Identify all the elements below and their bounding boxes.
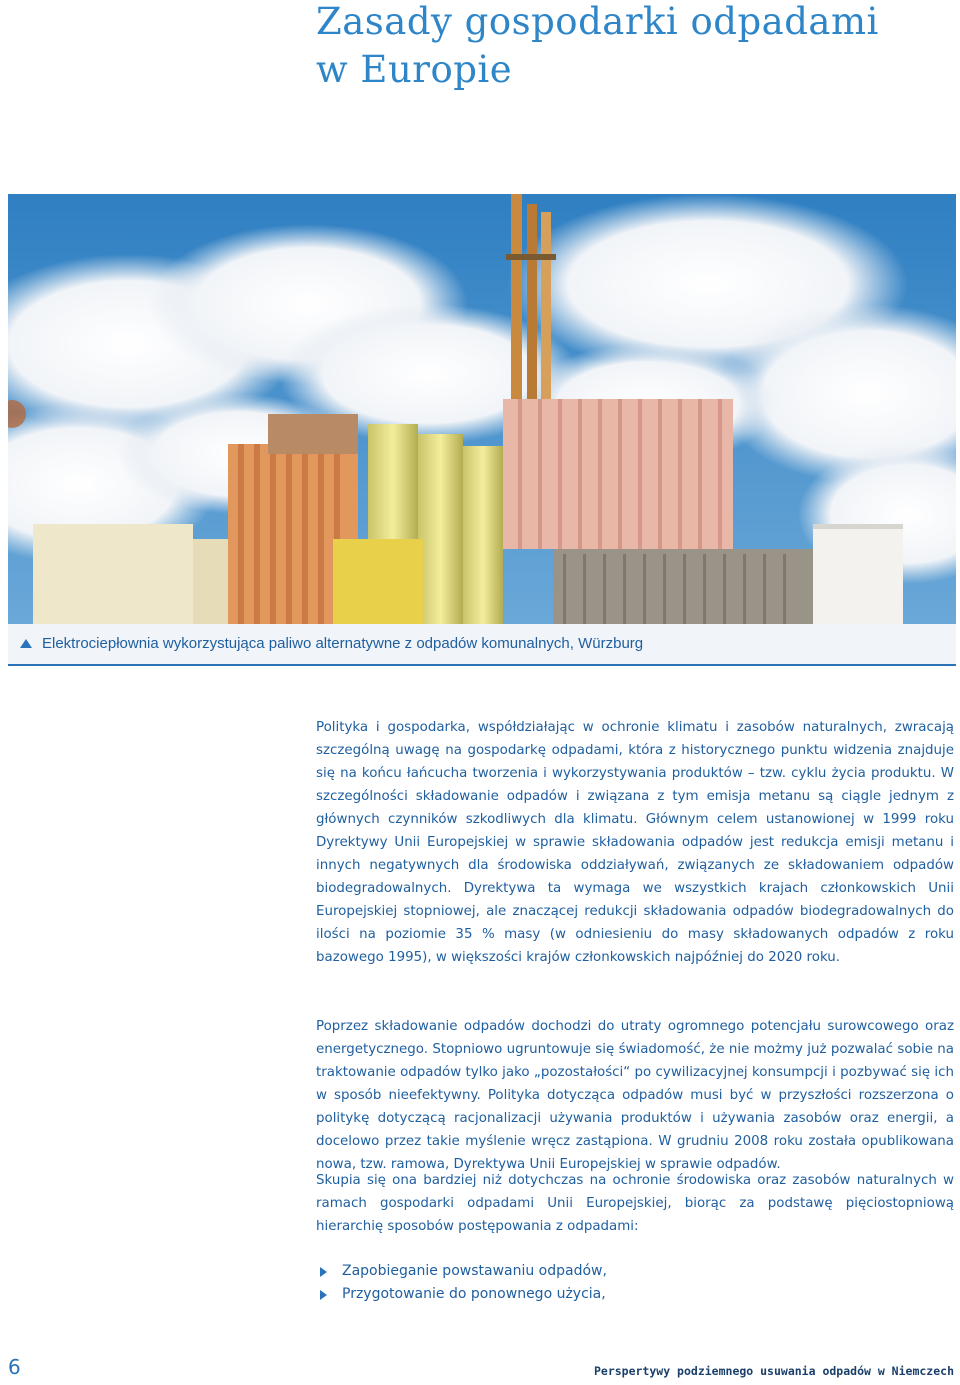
list-item-label: Zapobieganie powstawaniu odpadów,	[342, 1263, 607, 1279]
page-title-line-2: w Europie	[316, 48, 513, 91]
arrow-right-icon	[320, 1267, 327, 1277]
list-item-label: Przygotowanie do ponownego użycia,	[342, 1286, 606, 1302]
running-footer-title: Perspertywy podziemnego usuwania odpadów w Niemczech	[593, 1364, 954, 1378]
paragraph-3: Skupia się ona bardziej niż dotychczas na ochronie środowiska oraz zasobów naturalnych w ramach gospodarki odpadami Unii Europejskiej, biorąc za podstawę pięciostopniową hierarchię sposobów postępowania z odpadami:	[316, 1173, 954, 1234]
caret-up-icon	[20, 639, 32, 648]
photo-caption: Elektrociepłownia wykorzystująca paliwo alternatywne z odpadów komunalnych, Würzburg	[42, 635, 644, 652]
page-title	[316, 0, 879, 94]
page-title-line-1: Zasady gospodarki odpadami	[316, 0, 879, 43]
list-item	[316, 1260, 607, 1283]
arrow-right-icon	[320, 1290, 327, 1300]
paragraph-1: Polityka i gospodarka, współdziałając w ochronie klimatu i zasobów naturalnych, zwracają szczególną uwagę na gospodarkę odpadami, która z historycznego punktu widzenia znajduje się na końcu łańcucha tworzenia i wykorzystywania produktów – tzw. cyklu życia produktu. W szczególności składowanie odpadów i związana z tym emisja metanu są ciągle jednym z głównych czynników szkodliwych dla klimatu. Głównym celem ustanowionej w 1999 roku Dyrektywy Unii Europejskiej w sprawie składowania odpadów jest redukcja emisji metanu i innych negatywnych dla środowiska oddziaływań, związanych ze składowaniem odpadów biodegradowalnych. Dyrektywa ta wymaga we wszystkich krajach członkowskich Unii Europejskiej stopniowej, ale znaczącej redukcji składowania odpadów biodegradowalnych do ilości na poziomie 35 % masy (w odniesieniu do masy składowanych odpadów z roku bazowego 1995), w większości krajów członkowskich najpóźniej do 2020 roku.	[316, 720, 954, 965]
industrial-plant-photo	[8, 194, 956, 624]
photo-caption-bar	[8, 624, 956, 666]
paragraph-2: Poprzez składowanie odpadów dochodzi do utraty ogromnego potencjału surowcowego oraz energetycznego. Stopniowo ugruntowuje się świadomość, że nie możmy już pozwalać sobie na traktowanie odpadów tylko jako „pozostałości“ po cywilizacyjnej konsumpcji i pozbywać się ich w sposób nieefektywny. Polityka dotycząca odpadów musi być w przyszłości rozszerzona o politykę dotyczącą racjonalizacji używania produktów i używania zasobów oraz energii, a docelowo przez takie myślenie wręcz zastąpiona. W grudniu 2008 roku została opublikowana nowa, tzw. ramowa, Dyrektywa Unii Europejskiej w sprawie odpadów.	[316, 1019, 954, 1172]
list-item	[316, 1283, 607, 1306]
page-number: 6	[8, 1355, 21, 1379]
hierarchy-list	[316, 1260, 607, 1306]
